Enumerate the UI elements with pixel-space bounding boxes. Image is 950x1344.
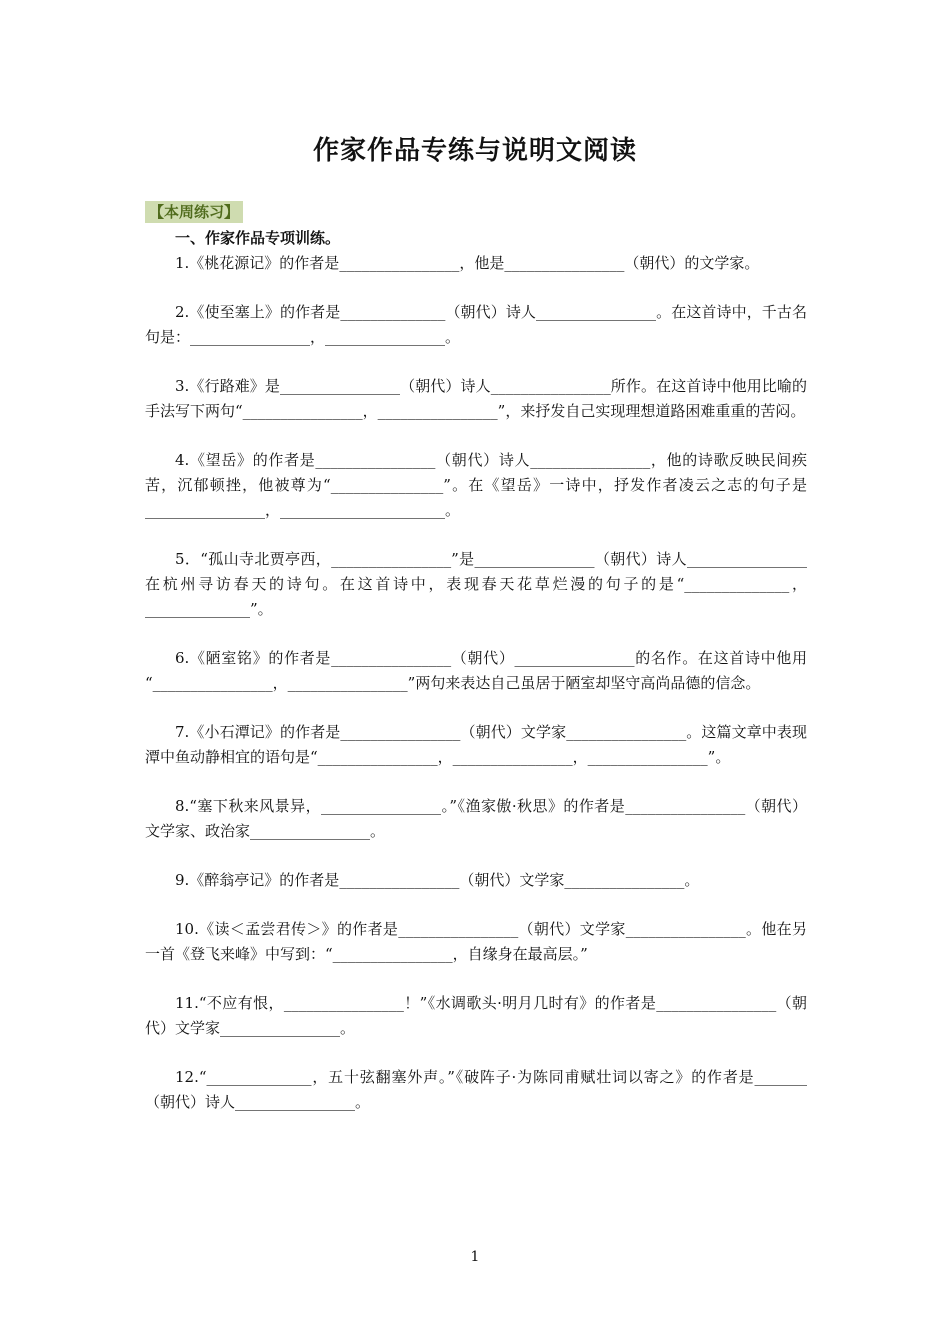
question-10: 10.《读＜孟尝君传＞》的作者是________________（朝代）文学家________________。他在另一首《登飞来峰》中写到：“________________，自缘身在最高层。” <box>145 920 807 963</box>
page-number: 1 <box>470 1249 480 1265</box>
page-title: 作家作品专练与说明文阅读 <box>312 136 637 166</box>
question-5: 5．“孤山寺北贾亭西，________________”是________________（朝代）诗人________________在杭州寻访春天的诗句。在这首诗中，表现春天花草烂漫的句子的是“______________，______________”。 <box>145 550 807 618</box>
question-11: 11.“不应有恨，________________！”《水调歌头·明月几时有》的作者是________________（朝代）文学家________________。 <box>145 994 807 1037</box>
question-12: 12.“______________，五十弦翻塞外声。”《破阵子·为陈同甫赋壮词以寄之》的作者是_______（朝代）诗人________________。 <box>145 1068 807 1111</box>
question-8: 8.“塞下秋来风景异，________________。”《渔家傲·秋思》的作者是________________（朝代）文学家、政治家________________。 <box>145 797 807 840</box>
section-tag: 【本周练习】 <box>145 201 243 223</box>
question-7: 7.《小石潭记》的作者是________________（朝代）文学家________________。这篇文章中表现潭中鱼动静相宜的语句是“________________，________________，________________”。 <box>145 723 807 766</box>
section-heading: 一、作家作品专项训练。 <box>175 229 341 247</box>
question-9: 9.《醉翁亭记》的作者是________________（朝代）文学家________________。 <box>175 871 700 889</box>
question-6: 6.《陋室铭》的作者是________________（朝代）________________的名作。在这首诗中他用 “________________，________________”两句来表达自己虽居于陋室却坚守高尚品德的信念。 <box>145 649 807 692</box>
question-4: 4.《望岳》的作者是________________（朝代）诗人________________，他的诗歌反映民间疾苦，沉郁顿挫，他被尊为“_______________”。在《望岳》一诗中，抒发作者凌云之志的句子是________________，______________________。 <box>145 451 807 519</box>
question-1: 1.《桃花源记》的作者是________________，他是________________（朝代）的文学家。 <box>175 254 760 272</box>
question-2: 2.《使至塞上》的作者是______________（朝代）诗人________________。在这首诗中，千古名句是：________________，________________。 <box>145 303 807 346</box>
question-3: 3.《行路难》是________________（朝代）诗人________________所作。在这首诗中他用比喻的手法写下两句“________________，________________”，来抒发自己实现理想道路困难重重的苦闷。 <box>145 377 807 420</box>
exercise-content <box>145 226 807 1139</box>
